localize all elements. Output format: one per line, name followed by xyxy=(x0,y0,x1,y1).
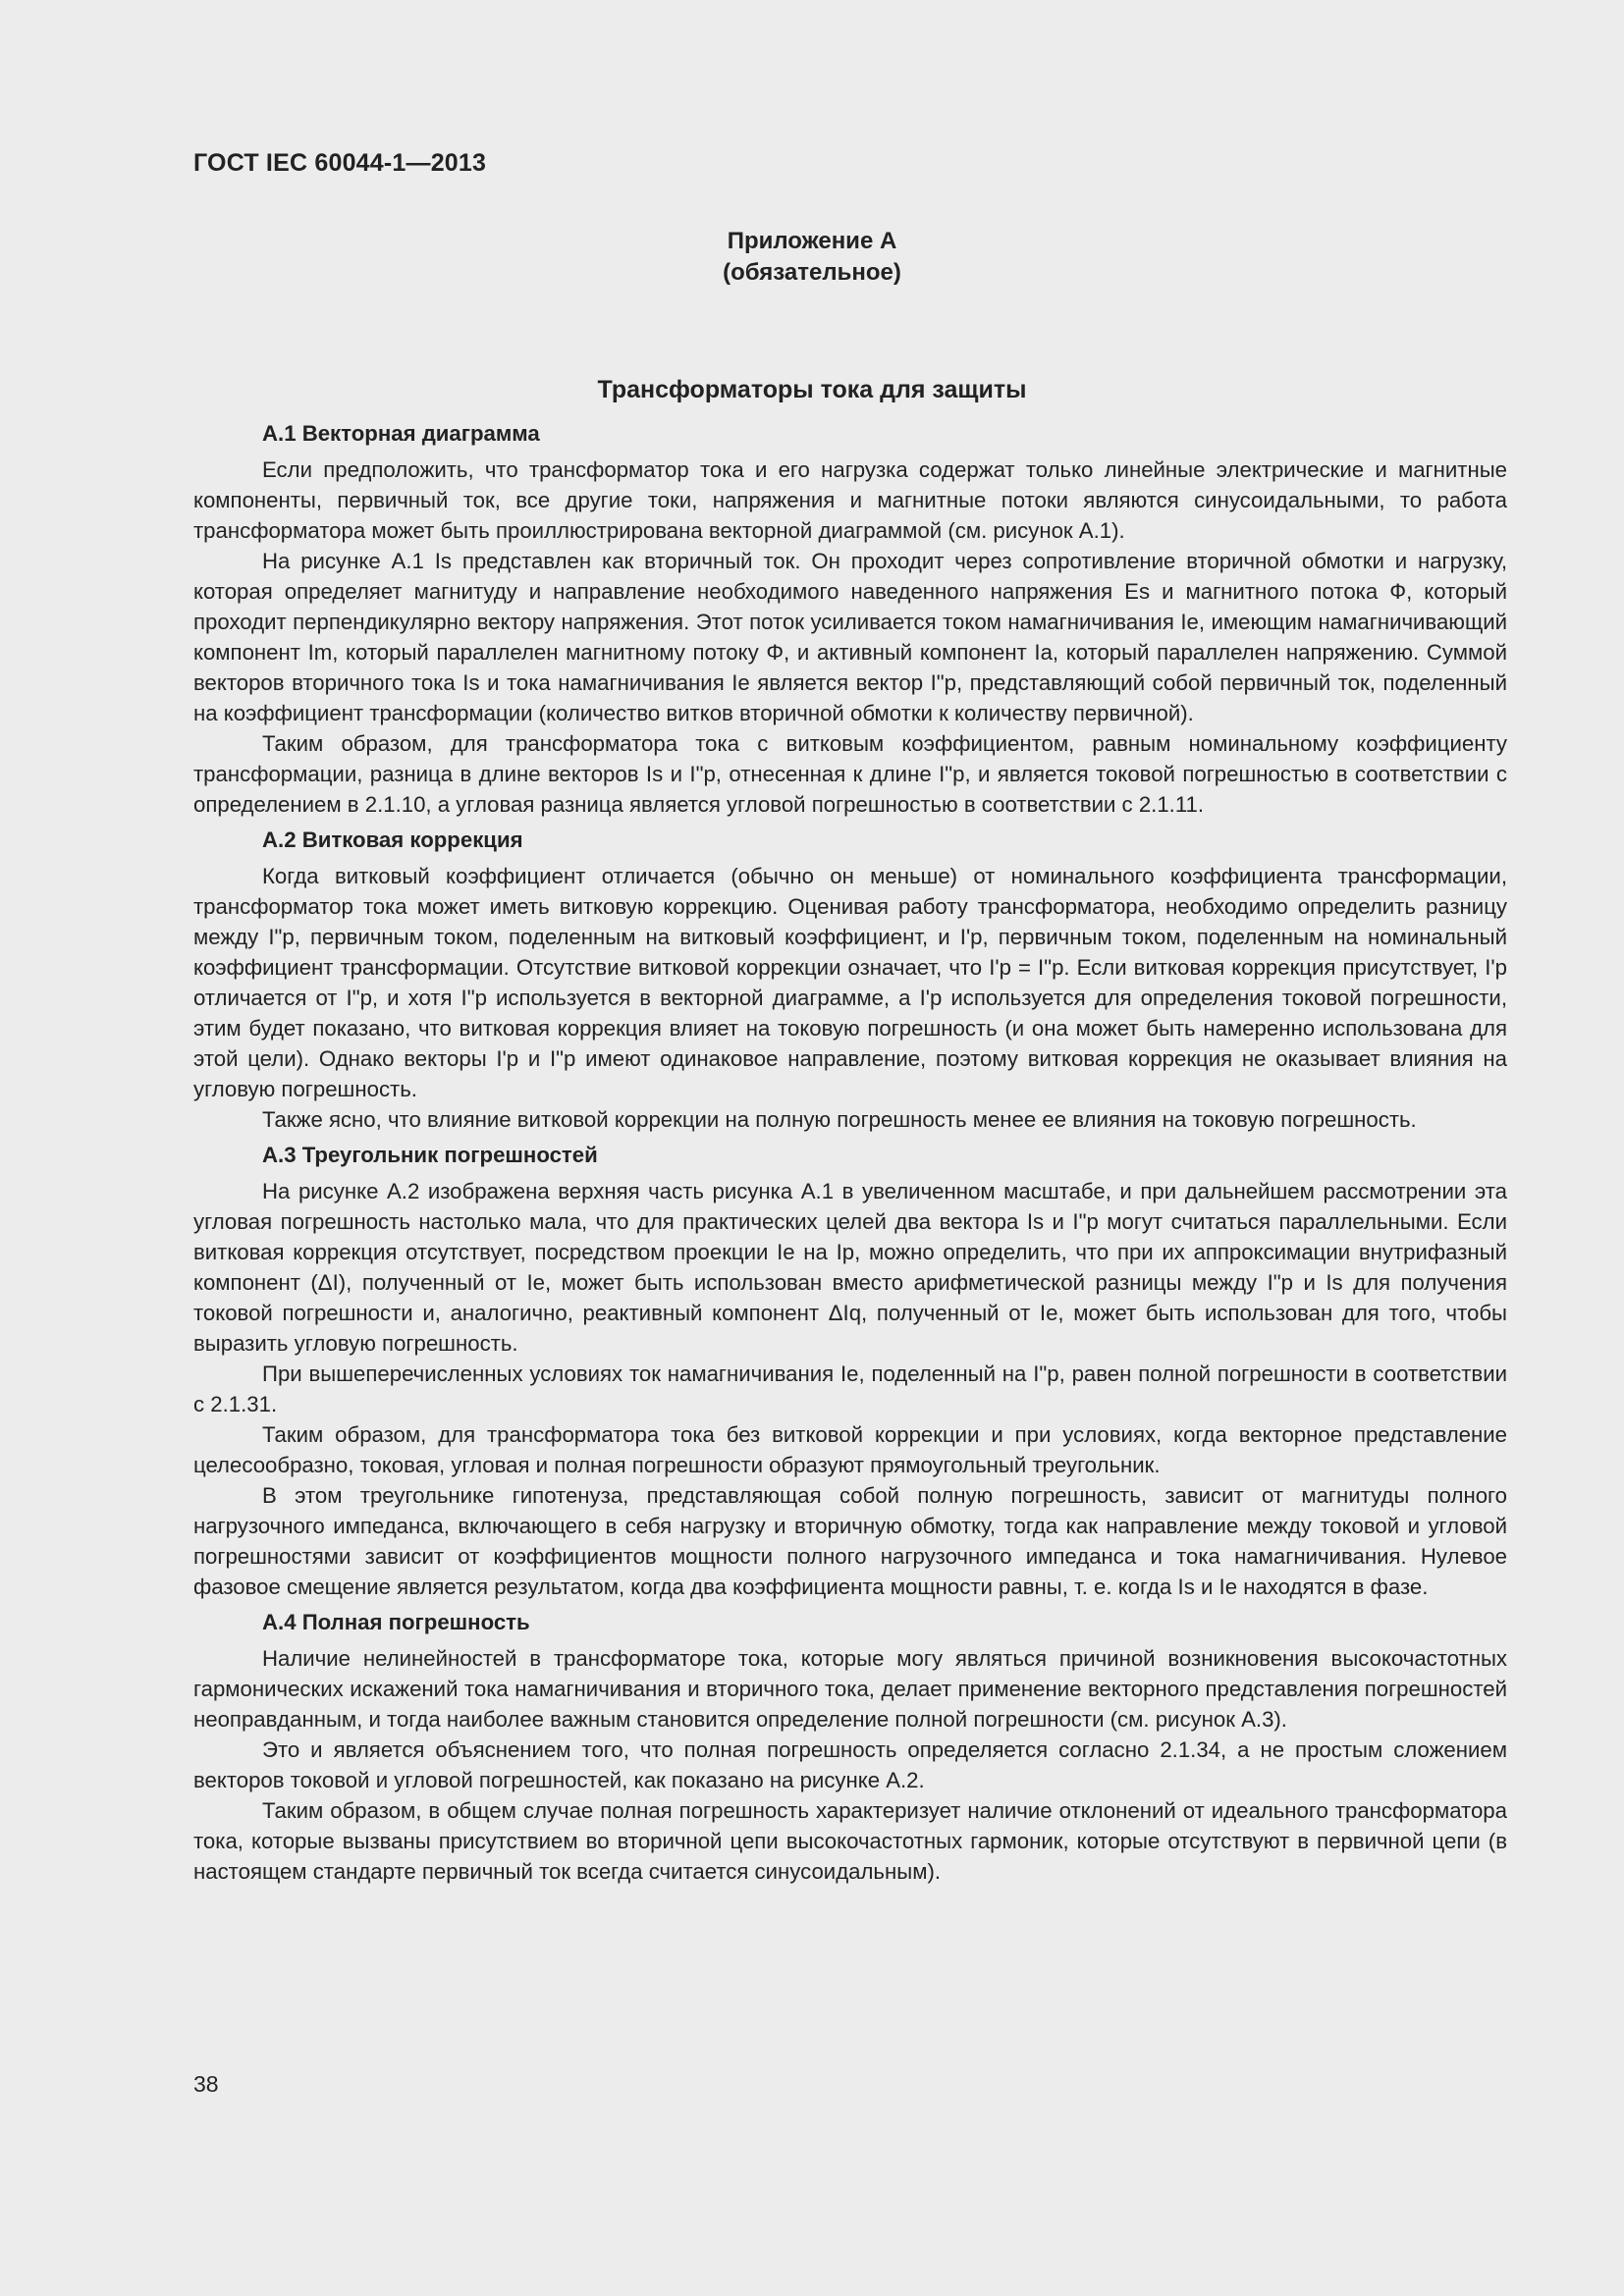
annex-status: (обязательное) xyxy=(723,259,901,286)
annex-heading xyxy=(0,226,1624,289)
paragraph: На рисунке А.1 Is представлен как вторичный ток. Он проходит через сопротивление вторичной обмотки и нагрузку, которая определяет магнитуду и направление необходимого наведенного напряжения Es и магнитного потока Ф, который проходит перпендикулярно вектору напряжения. Этот поток усиливается током намагничивания Ie, имеющим намагничивающий компонент Im, который параллелен магнитному потоку Φ, и активный компонент Ia, который параллелен напряжению. Суммой векторов вторичного тока Is и тока намагничивания Ie является вектор I"p, представляющий собой первичный ток, поделенный на коэффициент трансформации (количество витков вторичной обмотки к количеству первичной). xyxy=(193,549,1507,725)
annex-title: Трансформаторы тока для защиты xyxy=(597,376,1027,403)
paragraph: При вышеперечисленных условиях ток намагничивания Ie, поделенный на I"p, равен полной погрешности в соответствии с 2.1.31. xyxy=(193,1362,1507,1416)
paragraph: Если предположить, что трансформатор тока и его нагрузка содержат только линейные электрические и магнитные компоненты, первичный ток, все другие токи, напряжения и магнитные потоки являются синусоидальными, то работа трансформатора может быть проиллюстрирована векторной диаграммой (см. рисунок А.1). xyxy=(193,457,1507,543)
paragraph: Это и является объяснением того, что полная погрешность определяется согласно 2.1.34, а не простым сложением векторов токовой и угловой погрешностей, как показано на рисунке А.2. xyxy=(193,1737,1507,1792)
paragraph: Таким образом, для трансформатора тока без витковой коррекции и при условиях, когда векторное представление целесообразно, токовая, угловая и полная погрешности образуют прямоугольный треугольник. xyxy=(193,1422,1507,1477)
paragraph: Таким образом, в общем случае полная погрешность характеризует наличие отклонений от идеального трансформатора тока, которые вызваны присутствием во вторичной цепи высокочастотных гармоник, которые отсутствуют в первичной цепи (в настоящем стандарте первичный ток всегда считается синусоидальным). xyxy=(193,1798,1507,1884)
paragraph: Когда витковый коэффициент отличается (обычно он меньше) от номинального коэффициента трансформации, трансформатор тока может иметь витковую коррекцию. Оценивая работу трансформатора, необходимо определить разницу между I"p, первичным током, поделенным на витковый коэффициент, и I'p, первичным током, поделенным на номинальный коэффициент трансформации. Отсутствие витковой коррекции означает, что I'p = I"p. Если витковая коррекция присутствует, I'p отличается от I"p, и хотя I"p используется в векторной диаграмме, а I'p используется для определения токовой погрешности, этим будет показано, что витковая коррекция влияет на токовую погрешность (и она может быть намеренно использована для этой цели). Однако векторы I'p и I"p имеют одинаковое направление, поэтому витковая коррекция не оказывает влияния на угловую погрешность. xyxy=(193,864,1507,1101)
document-body xyxy=(193,418,1507,1887)
paragraph: Таким образом, для трансформатора тока с витковым коэффициентом, равным номинальному коэффициенту трансформации, разница в длине векторов Is и I"p, отнесенная к длине I"p, и является токовой погрешностью в соответствии с определением в 2.1.10, а угловая разница является угловой погрешностью в соответствии с 2.1.11. xyxy=(193,731,1507,817)
paragraph: Наличие нелинейностей в трансформаторе тока, которые могу являться причиной возникновения высокочастотных гармонических искажений тока намагничивания и вторичного тока, делает применение векторного представления погрешностей неоправданным, и тогда наиболее важным становится определение полной погрешности (см. рисунок А.3). xyxy=(193,1646,1507,1732)
page-number: 38 xyxy=(193,2071,219,2097)
document-header: ГОСТ IEC 60044-1—2013 xyxy=(193,149,487,177)
paragraph: На рисунке А.2 изображена верхняя часть рисунка А.1 в увеличенном масштабе, и при дальнейшем рассмотрении эта угловая погрешность настолько мала, что для практических целей два вектора Is и I"p могут считаться параллельными. Если витковая коррекция отсутствует, посредством проекции Ie на Ip, можно определить, что при их аппроксимации внутрифазный компонент (ΔI), полученный от Ie, может быть использован вместо арифметической разницы между I"p и Is для получения токовой погрешности и, аналогично, реактивный компонент ΔIq, полученный от Ie, может быть использован для того, чтобы выразить угловую погрешность. xyxy=(193,1179,1507,1356)
section-heading: А.2 Витковая коррекция xyxy=(262,828,523,852)
section-heading: А.3 Треугольник погрешностей xyxy=(262,1143,598,1167)
section-heading: А.4 Полная погрешность xyxy=(262,1610,530,1634)
section-heading: А.1 Векторная диаграмма xyxy=(262,421,540,446)
paragraph: Также ясно, что влияние витковой коррекции на полную погрешность менее ее влияния на токовую погрешность. xyxy=(262,1107,1417,1132)
annex-label: Приложение А xyxy=(727,228,897,254)
paragraph: В этом треугольнике гипотенуза, представляющая собой полную погрешность, зависит от магнитуды полного нагрузочного импеданса, включающего в себя нагрузку и вторичную обмотку, тогда как направление между токовой и угловой погрешностями зависит от коэффициентов мощности полного нагрузочного импеданса и тока намагничивания. Нулевое фазовое смещение является результатом, когда два коэффициента мощности равны, т. е. когда Is и Ie находятся в фазе. xyxy=(193,1483,1507,1599)
